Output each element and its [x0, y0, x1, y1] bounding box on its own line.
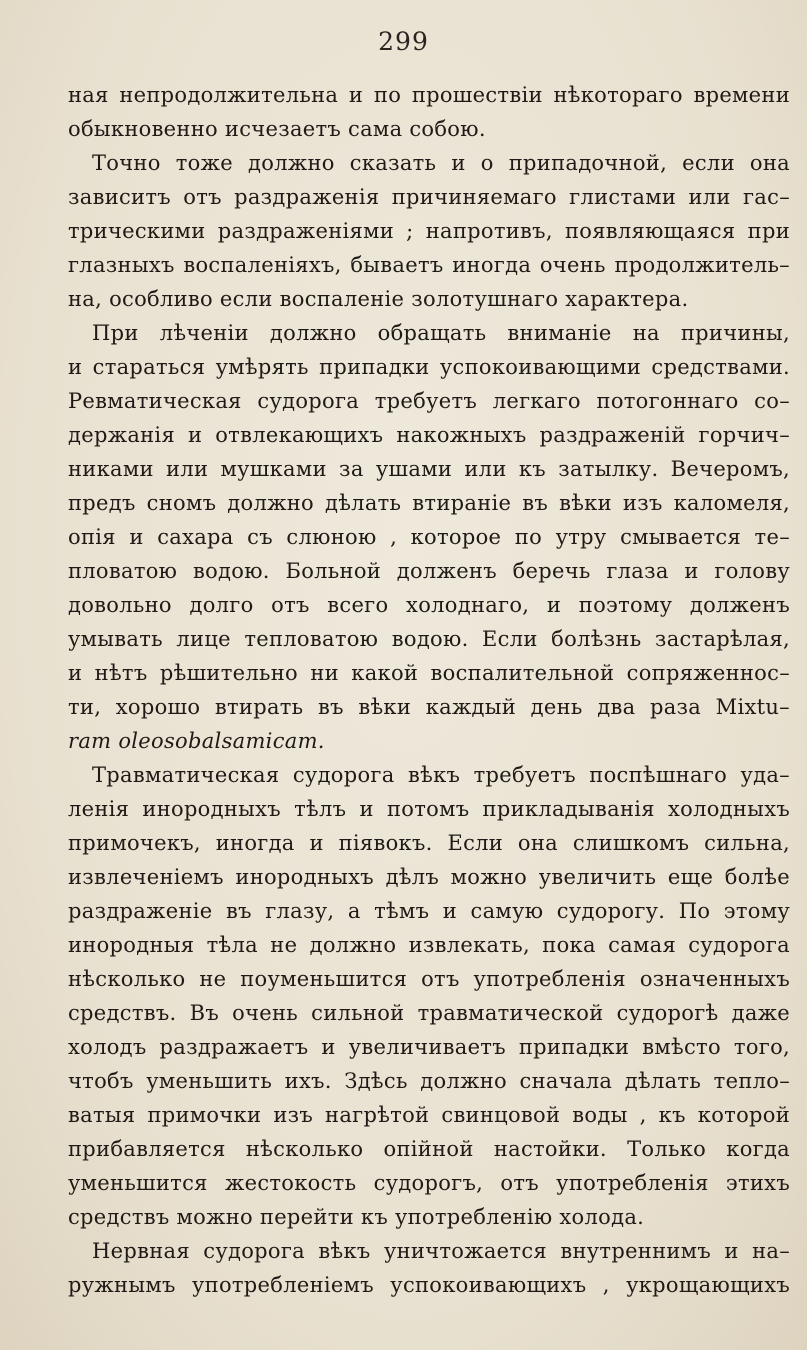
text-line: примочекъ, иногда и піявокъ. Если она слишкомъ сильна, — [68, 831, 790, 855]
text-line: зависитъ отъ раздраженія причиняемаго глистами или гас– — [68, 185, 790, 209]
text-line: средствъ. Въ очень сильной травматической судорогѣ даже — [68, 1001, 790, 1025]
text-line: ватыя примочки изъ нагрѣтой свинцовой воды , къ которой — [68, 1103, 790, 1127]
text-line: извлеченіемъ инородныхъ дѣлъ можно увеличить еще болѣе — [68, 865, 790, 889]
text-line: глазныхъ воспаленіяхъ, бываетъ иногда очень продолжитель– — [68, 253, 790, 277]
text-line: умывать лице тепловатою водою. Если болѣзнь застарѣлая, — [68, 627, 790, 651]
text-line: ленія инородныхъ тѣлъ и потомъ прикладыванія холодныхъ — [68, 797, 790, 821]
text-line: ти, хорошо втирать въ вѣки каждый день два раза Mixtu– — [68, 695, 790, 719]
text-line: инородныя тѣла не должно извлекать, пока самая судорога — [68, 933, 790, 957]
text-line: Травматическая судорога вѣкъ требуетъ поспѣшнаго уда– — [92, 763, 790, 787]
text-line: холодъ раздражаетъ и увеличиваетъ припадки вмѣсто того, — [68, 1035, 790, 1059]
text-line: прибавляется нѣсколько опійной настойки. Только когда — [68, 1137, 790, 1161]
text-line: Ревматическая судорога требуетъ легкаго потогоннаго со– — [68, 389, 790, 413]
text-line: никами или мушками за ушами или къ затылку. Вечеромъ, — [68, 457, 790, 481]
text-line: нѣсколько не поуменьшится отъ употребленія означенныхъ — [68, 967, 790, 991]
text-line: ружнымъ употребленіемъ успокоивающихъ , укрощающихъ — [68, 1273, 790, 1297]
text-line: чтобъ уменьшить ихъ. Здѣсь должно сначала дѣлать тепло– — [68, 1069, 790, 1093]
text-line: пловатою водою. Больной долженъ беречь глаза и голову — [68, 559, 790, 583]
text-line: трическими раздраженіями ; напротивъ, появляющаяся при — [68, 219, 790, 243]
text-line: обыкновенно исчезаетъ сама собою. — [68, 117, 486, 141]
text-line-italic: ram oleosobalsamicam. — [68, 729, 325, 753]
text-line: довольно долго отъ всего холоднаго, и поэтому долженъ — [68, 593, 790, 617]
page-number: 299 — [378, 27, 429, 56]
text-line: ная непродолжительна и по прошествіи нѣкотораго времени — [68, 83, 790, 107]
text-line: уменьшится жестокость судорогъ, отъ употребленія этихъ — [68, 1171, 790, 1195]
text-line: и стараться умѣрять припадки успокоивающими средствами. — [68, 355, 790, 379]
text-line: предъ сномъ должно дѣлать втираніе въ вѣки изъ каломеля, — [68, 491, 790, 515]
text-line: Точно тоже должно сказать и о припадочной, если она — [92, 151, 790, 175]
text-line: Нервная судорога вѣкъ уничтожается внутреннимъ и на– — [92, 1239, 790, 1263]
text-line: При лѣченіи должно обращать вниманіе на причины, — [92, 321, 790, 345]
text-line: и нѣтъ рѣшительно ни какой воспалительной сопряженнос– — [68, 661, 790, 685]
text-line: держанія и отвлекающихъ накожныхъ раздраженій горчич– — [68, 423, 790, 447]
text-line: раздраженіе въ глазу, а тѣмъ и самую судорогу. По этому — [68, 899, 790, 923]
text-line: опія и сахара съ слюною , которое по утру смывается те– — [68, 525, 790, 549]
text-line: средствъ можно перейти къ употребленію холода. — [68, 1205, 645, 1229]
text-line: на, особливо если воспаленіе золотушнаго характера. — [68, 287, 689, 311]
